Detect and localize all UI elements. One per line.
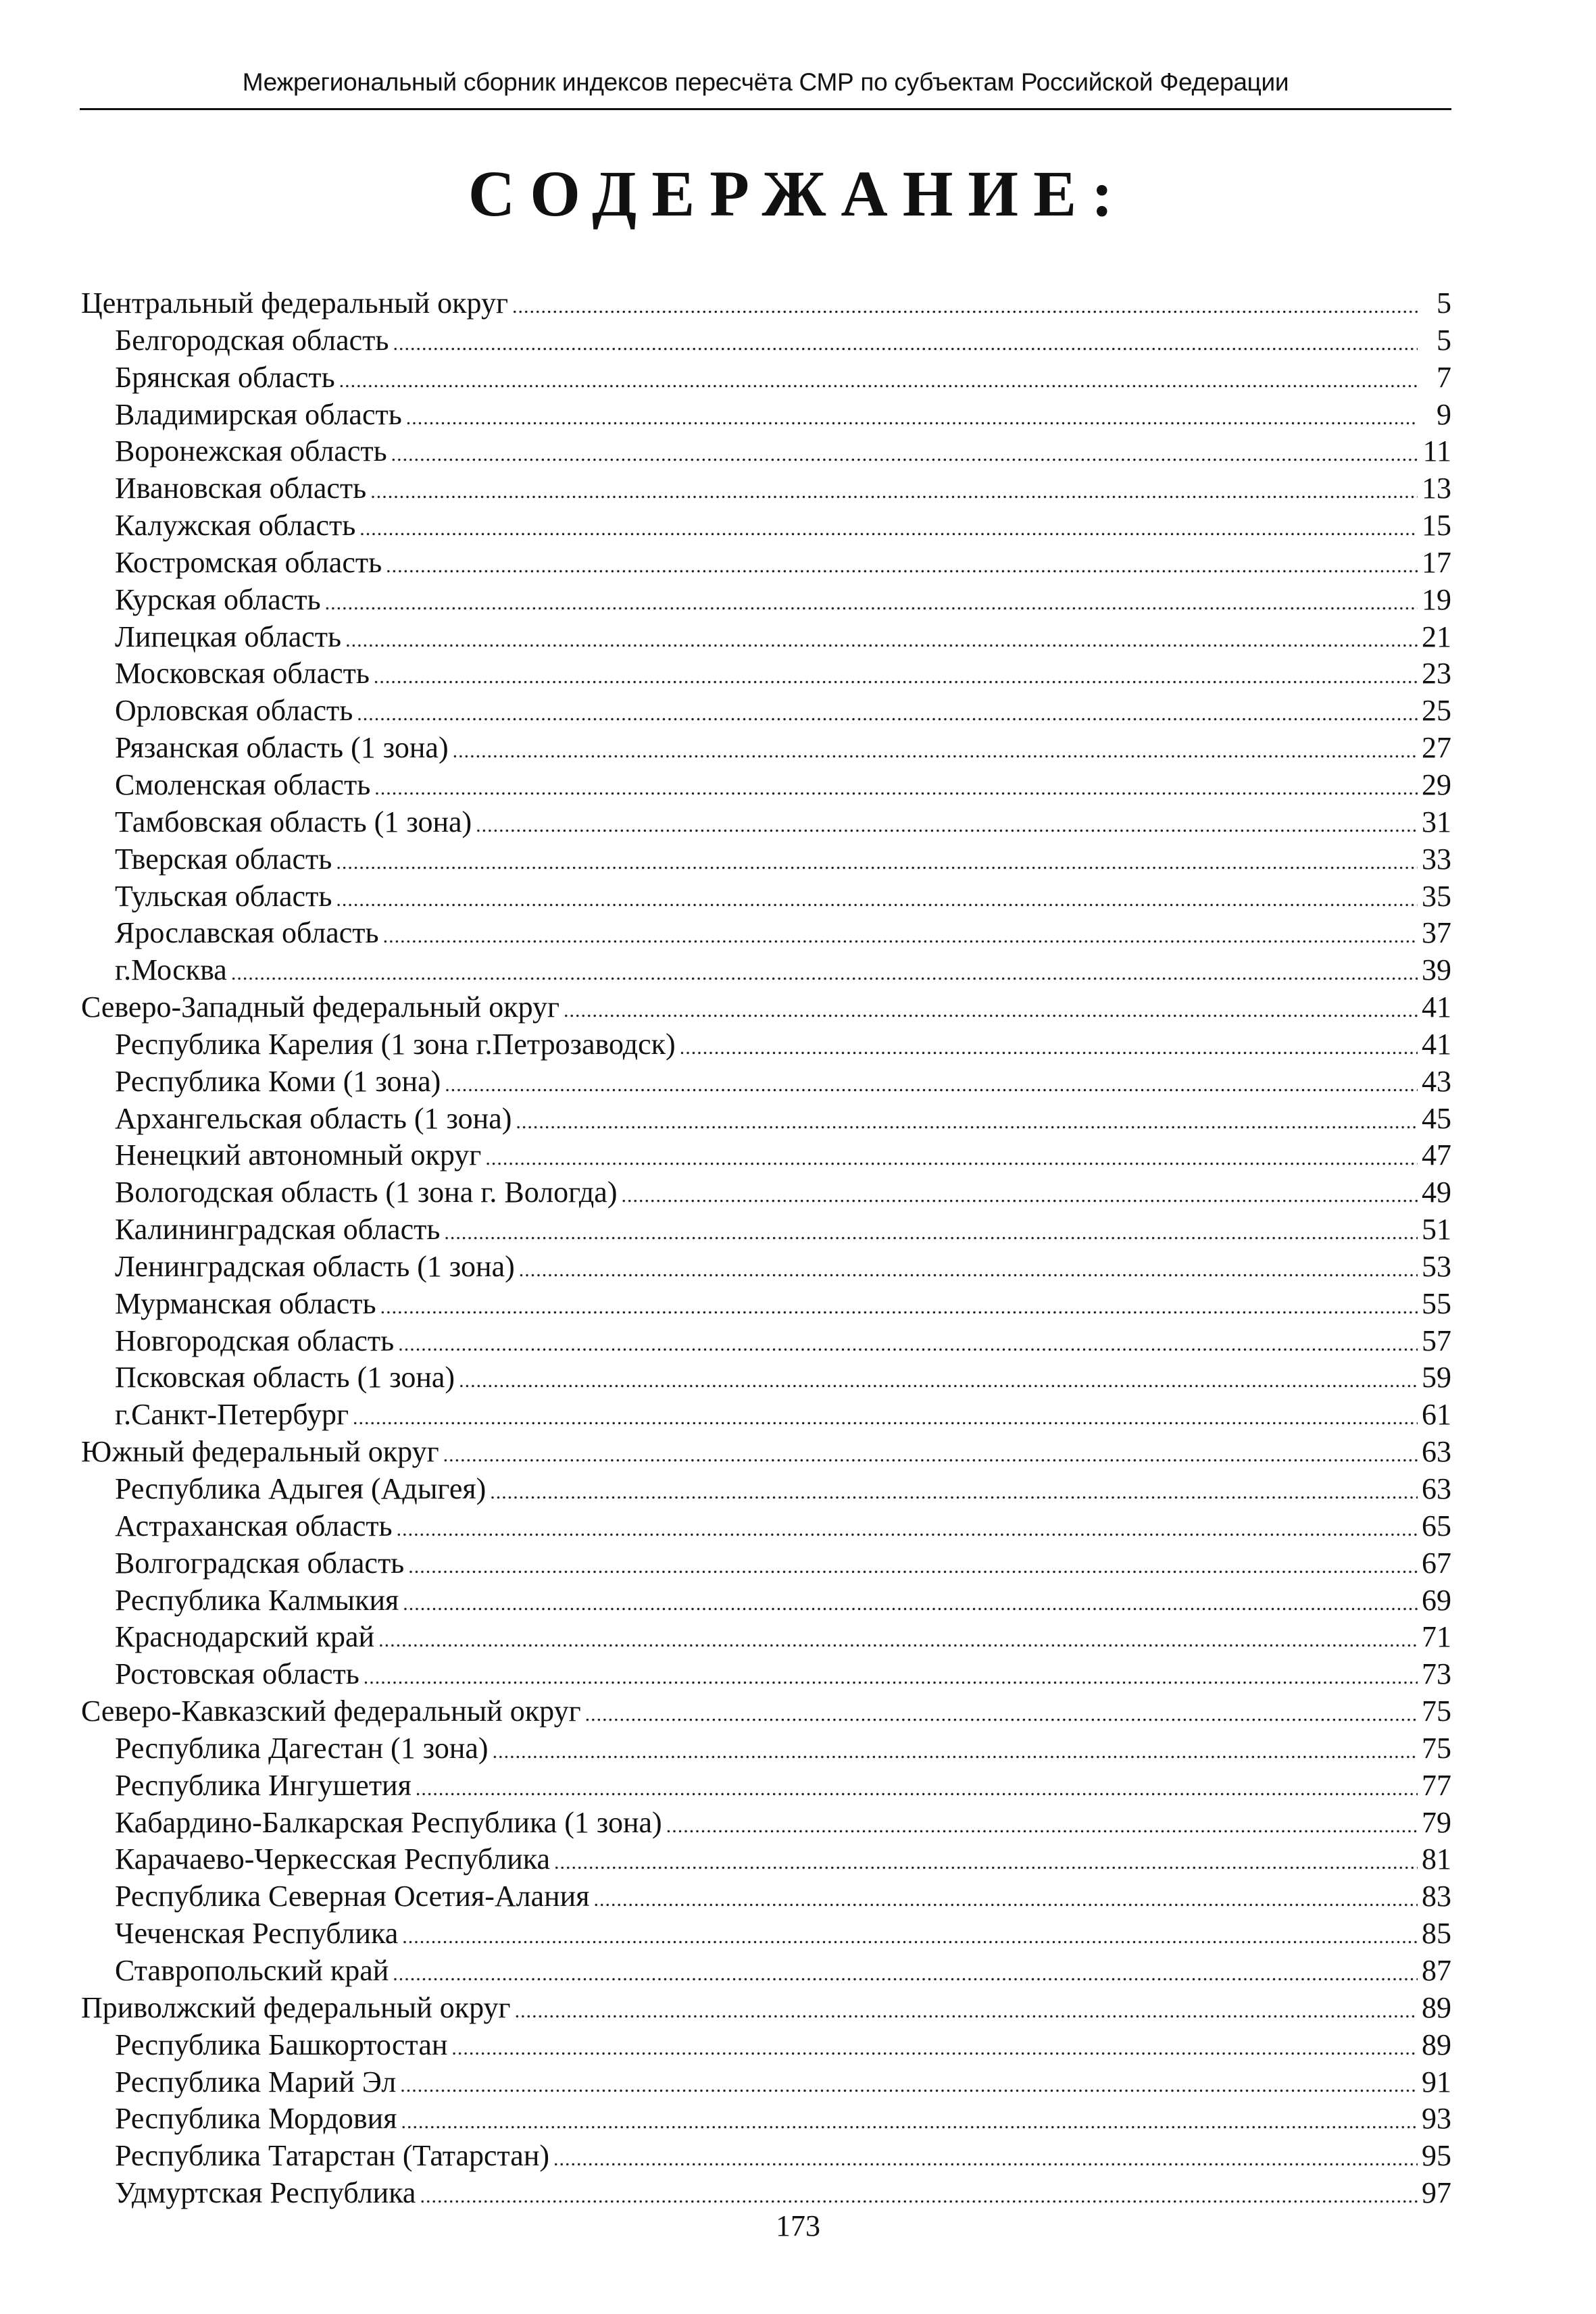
toc-entry-region[interactable] — [81, 693, 1451, 730]
dot-leader — [401, 2104, 1418, 2138]
toc-entry-page: 43 — [1422, 1064, 1451, 1098]
toc-entry-region[interactable] — [81, 582, 1451, 619]
dot-leader — [666, 1808, 1418, 1842]
dot-leader — [515, 1993, 1418, 2027]
toc-entry-page: 39 — [1422, 953, 1451, 987]
dot-leader — [553, 2141, 1418, 2175]
toc-entry-region[interactable] — [81, 915, 1451, 952]
dot-leader — [357, 696, 1418, 730]
toc-entry-page: 25 — [1422, 694, 1451, 728]
toc-entry-title: Республика Марий Эл — [115, 2065, 397, 2098]
toc-entry-region[interactable] — [81, 397, 1451, 434]
dot-leader — [490, 1474, 1418, 1508]
dot-leader — [336, 882, 1418, 915]
dot-leader — [391, 436, 1418, 470]
dot-leader — [325, 585, 1418, 619]
toc-entry-title: Республика Калмыкия — [115, 1583, 399, 1617]
toc-entry-page: 41 — [1422, 1027, 1451, 1061]
toc-entry-title: Орловская область — [115, 694, 353, 728]
toc-entry-district[interactable] — [81, 1434, 1451, 1471]
toc-entry-region[interactable] — [81, 1841, 1451, 1878]
dot-leader — [444, 1215, 1418, 1249]
toc-entry-page: 5 — [1437, 323, 1451, 357]
dot-leader — [445, 1067, 1418, 1101]
toc-entry-region[interactable] — [81, 1026, 1451, 1063]
toc-entry-title: Республика Карелия (1 зона г.Петрозаводск) — [115, 1027, 676, 1061]
toc-entry-title: Курская область — [115, 582, 321, 616]
toc-entry-page: 81 — [1422, 1842, 1451, 1876]
toc-entry-page: 53 — [1422, 1249, 1451, 1283]
toc-entry-district[interactable] — [81, 1990, 1451, 2027]
dot-leader — [380, 1289, 1418, 1323]
toc-entry-page: 97 — [1422, 2176, 1451, 2210]
toc-entry-region[interactable] — [81, 878, 1451, 915]
page-title: СОДЕРЖАНИЕ: — [468, 157, 1128, 230]
dot-leader — [443, 1437, 1418, 1471]
toc-entry-title: г.Москва — [115, 953, 227, 987]
toc-entry-region[interactable] — [81, 359, 1451, 397]
toc-entry-region[interactable] — [81, 1323, 1451, 1360]
toc-entry-title: Тамбовская область (1 зона) — [115, 805, 472, 838]
toc-entry-page: 79 — [1422, 1805, 1451, 1839]
dot-leader — [383, 918, 1418, 952]
header-rule — [80, 108, 1451, 110]
toc-entry-title: Республика Адыгея (Адыгея) — [115, 1472, 487, 1505]
running-header: Межрегиональный сборник индексов пересчёта СМР по субъектам Российской Федерации — [242, 68, 1289, 96]
toc-entry-title: Ярославская область — [115, 916, 379, 950]
dot-leader — [402, 1919, 1418, 1953]
toc-entry-region[interactable] — [81, 804, 1451, 841]
dot-leader — [364, 1659, 1418, 1693]
toc-entry-page: 47 — [1422, 1138, 1451, 1172]
toc-entry-region[interactable] — [81, 322, 1451, 359]
toc-entry-title: Московская область — [115, 657, 370, 690]
toc-entry-page: 55 — [1422, 1286, 1451, 1320]
dot-leader — [339, 363, 1418, 397]
toc-entry-page: 59 — [1422, 1361, 1451, 1394]
toc-entry-title: Белгородская область — [115, 323, 389, 357]
dot-leader — [408, 1549, 1418, 1582]
toc-entry-page: 29 — [1422, 768, 1451, 801]
toc-entry-page: 15 — [1422, 509, 1451, 543]
dot-leader — [393, 1956, 1418, 1990]
toc-entry-page: 45 — [1422, 1101, 1451, 1135]
dot-leader — [397, 1511, 1418, 1545]
dot-leader — [459, 1363, 1418, 1397]
toc-entry-region[interactable] — [81, 1915, 1451, 1953]
dot-leader — [370, 474, 1418, 507]
toc-entry-page: 9 — [1437, 397, 1451, 431]
dot-leader — [451, 2030, 1418, 2064]
dot-leader — [476, 807, 1418, 841]
dot-leader — [359, 511, 1418, 545]
toc-entry-page: 69 — [1422, 1583, 1451, 1617]
toc-entry-region[interactable] — [81, 1101, 1451, 1138]
dot-leader — [374, 770, 1418, 804]
toc-entry-page: 75 — [1422, 1731, 1451, 1765]
toc-entry-page: 27 — [1422, 731, 1451, 765]
toc-entry-region[interactable] — [81, 1063, 1451, 1101]
dot-leader — [400, 2067, 1418, 2101]
toc-entry-title: Вологодская область (1 зона г. Вологда) — [115, 1176, 618, 1209]
toc-entry-region[interactable] — [81, 1953, 1451, 1990]
toc-entry-page: 21 — [1422, 620, 1451, 653]
toc-entry-region[interactable] — [81, 1137, 1451, 1174]
page-number: 173 — [776, 2209, 820, 2242]
toc-entry-title: Чеченская Республика — [115, 1917, 399, 1951]
toc-entry-region[interactable] — [81, 1582, 1451, 1619]
toc-entry-region[interactable] — [81, 767, 1451, 804]
toc-entry-page: 75 — [1422, 1694, 1451, 1728]
toc-entry-title: Республика Ингушетия — [115, 1768, 412, 1802]
toc-entry-region[interactable] — [81, 2027, 1451, 2064]
toc-entry-region[interactable] — [81, 1878, 1451, 1915]
toc-entry-region[interactable] — [81, 1174, 1451, 1211]
dot-leader — [593, 1882, 1418, 1915]
toc-entry-district[interactable] — [81, 285, 1451, 322]
table-of-contents — [81, 285, 1451, 2212]
toc-entry-title: Республика Татарстан (Татарстан) — [115, 2139, 550, 2173]
dot-leader — [393, 326, 1418, 359]
toc-entry-page: 13 — [1422, 472, 1451, 505]
dot-leader — [378, 1622, 1418, 1656]
toc-entry-title: Карачаево-Черкесская Республика — [115, 1842, 550, 1876]
dot-leader — [564, 992, 1418, 1026]
toc-entry-region[interactable] — [81, 1359, 1451, 1397]
toc-entry-title: Кабардино-Балкарская Республика (1 зона) — [115, 1805, 662, 1839]
toc-entry-title: Ростовская область — [115, 1657, 359, 1691]
toc-entry-page: 93 — [1422, 2102, 1451, 2136]
toc-entry-region[interactable] — [81, 1656, 1451, 1693]
toc-entry-region[interactable] — [81, 841, 1451, 878]
toc-entry-region[interactable] — [81, 1545, 1451, 1582]
toc-entry-title: Костромская область — [115, 545, 382, 579]
toc-entry-region[interactable] — [81, 433, 1451, 470]
toc-entry-page: 89 — [1422, 1990, 1451, 2024]
toc-entry-title: Воронежская область — [115, 434, 387, 468]
toc-entry-page: 41 — [1422, 990, 1451, 1024]
toc-entry-title: Центральный федеральный округ — [81, 286, 509, 320]
toc-entry-title: Краснодарский край — [115, 1620, 375, 1654]
toc-entry-page: 49 — [1422, 1176, 1451, 1209]
dot-leader — [398, 1326, 1418, 1360]
dot-leader — [622, 1178, 1418, 1211]
toc-entry-page: 91 — [1422, 2065, 1451, 2098]
dot-leader — [403, 1586, 1418, 1619]
toc-entry-page: 51 — [1422, 1213, 1451, 1247]
toc-entry-title: Республика Северная Осетия-Алания — [115, 1880, 590, 1913]
toc-entry-region[interactable] — [81, 1619, 1451, 1656]
toc-entry-title: Смоленская область — [115, 768, 371, 801]
toc-entry-title: Тульская область — [115, 879, 332, 913]
toc-entry-title: Южный федеральный округ — [81, 1435, 439, 1469]
dot-leader — [493, 1734, 1418, 1767]
toc-entry-title: Липецкая область — [115, 620, 342, 653]
toc-entry-title: Ленинградская область (1 зона) — [115, 1249, 515, 1283]
toc-entry-region[interactable] — [81, 545, 1451, 582]
toc-entry-title: Тверская область — [115, 842, 332, 876]
dot-leader — [453, 733, 1418, 767]
toc-entry-region[interactable] — [81, 1286, 1451, 1323]
toc-entry-region[interactable] — [81, 1730, 1451, 1767]
toc-entry-title: Ивановская область — [115, 472, 367, 505]
toc-entry-page: 83 — [1422, 1880, 1451, 1913]
dot-leader — [485, 1140, 1418, 1174]
dot-leader — [231, 955, 1418, 989]
toc-entry-title: Рязанская область (1 зона) — [115, 731, 449, 765]
toc-entry-title: Северо-Западный федеральный округ — [81, 990, 560, 1024]
toc-entry-region[interactable] — [81, 1249, 1451, 1286]
toc-entry-page: 77 — [1422, 1768, 1451, 1802]
toc-entry-page: 61 — [1422, 1398, 1451, 1432]
dot-leader — [554, 1844, 1418, 1878]
toc-entry-page: 67 — [1422, 1546, 1451, 1580]
toc-entry-region[interactable] — [81, 2175, 1451, 2212]
toc-entry-title: г.Санкт-Петербург — [115, 1398, 349, 1432]
toc-entry-region[interactable] — [81, 730, 1451, 767]
toc-entry-region[interactable] — [81, 1471, 1451, 1508]
dot-leader — [406, 400, 1418, 434]
dot-leader — [386, 548, 1418, 582]
toc-entry-page: 23 — [1422, 657, 1451, 690]
toc-entry-title: Архангельская область (1 зона) — [115, 1101, 512, 1135]
toc-entry-title: Брянская область — [115, 360, 335, 394]
toc-entry-title: Псковская область (1 зона) — [115, 1361, 455, 1394]
toc-entry-page: 71 — [1422, 1620, 1451, 1654]
toc-entry-page: 5 — [1437, 286, 1451, 320]
toc-entry-title: Республика Дагестан (1 зона) — [115, 1731, 489, 1765]
dot-leader — [374, 659, 1418, 693]
toc-entry-district[interactable] — [81, 1693, 1451, 1730]
toc-entry-region[interactable] — [81, 655, 1451, 693]
toc-entry-page: 31 — [1422, 805, 1451, 838]
toc-entry-region[interactable] — [81, 619, 1451, 656]
toc-entry-page: 65 — [1422, 1509, 1451, 1542]
toc-entry-title: Удмуртская Республика — [115, 2176, 416, 2210]
toc-entry-title: Республика Башкортостан — [115, 2028, 448, 2061]
toc-entry-region[interactable] — [81, 1508, 1451, 1545]
toc-entry-region[interactable] — [81, 1805, 1451, 1842]
dot-leader — [516, 1104, 1418, 1138]
toc-entry-title: Владимирская область — [115, 397, 402, 431]
toc-entry-region[interactable] — [81, 1397, 1451, 1434]
dot-leader — [512, 288, 1418, 322]
toc-entry-district[interactable] — [81, 989, 1451, 1026]
toc-entry-page: 95 — [1422, 2139, 1451, 2173]
toc-entry-region[interactable] — [81, 1767, 1451, 1805]
toc-entry-page: 17 — [1422, 545, 1451, 579]
toc-entry-page: 73 — [1422, 1657, 1451, 1691]
toc-entry-title: Мурманская область — [115, 1286, 376, 1320]
toc-entry-page: 19 — [1422, 582, 1451, 616]
toc-entry-region[interactable] — [81, 507, 1451, 545]
toc-entry-title: Волгоградская область — [115, 1546, 405, 1580]
toc-entry-title: Новгородская область — [115, 1324, 395, 1357]
dot-leader — [585, 1696, 1418, 1730]
toc-entry-page: 63 — [1422, 1472, 1451, 1505]
toc-entry-title: Калужская область — [115, 509, 356, 543]
dot-leader — [345, 622, 1418, 656]
toc-entry-page: 87 — [1422, 1953, 1451, 1987]
toc-entry-title: Приволжский федеральный округ — [81, 1990, 511, 2024]
toc-entry-page: 89 — [1422, 2028, 1451, 2061]
toc-entry-title: Республика Коми (1 зона) — [115, 1064, 441, 1098]
toc-entry-page: 33 — [1422, 842, 1451, 876]
toc-entry-title: Ненецкий автономный округ — [115, 1138, 482, 1172]
dot-leader — [416, 1771, 1418, 1805]
toc-entry-region[interactable] — [81, 2138, 1451, 2175]
toc-entry-page: 35 — [1422, 879, 1451, 913]
toc-entry-title: Ставропольский край — [115, 1953, 389, 1987]
dot-leader — [420, 2178, 1418, 2212]
toc-entry-title: Астраханская область — [115, 1509, 393, 1542]
toc-entry-title: Республика Мордовия — [115, 2102, 397, 2136]
dot-leader — [519, 1252, 1418, 1286]
toc-entry-title: Калининградская область — [115, 1213, 441, 1247]
toc-entry-page: 11 — [1422, 434, 1451, 468]
toc-entry-page: 85 — [1422, 1917, 1451, 1951]
toc-entry-page: 57 — [1422, 1324, 1451, 1357]
toc-entry-page: 7 — [1437, 360, 1451, 394]
toc-entry-page: 37 — [1422, 916, 1451, 950]
toc-entry-region[interactable] — [81, 952, 1451, 989]
dot-leader — [680, 1030, 1418, 1063]
toc-entry-region[interactable] — [81, 2064, 1451, 2101]
toc-entry-title: Северо-Кавказский федеральный округ — [81, 1694, 581, 1728]
toc-entry-region[interactable] — [81, 2101, 1451, 2138]
toc-entry-page: 63 — [1422, 1435, 1451, 1469]
dot-leader — [336, 845, 1418, 878]
toc-entry-region[interactable] — [81, 1211, 1451, 1249]
dot-leader — [353, 1400, 1418, 1434]
toc-entry-region[interactable] — [81, 470, 1451, 507]
